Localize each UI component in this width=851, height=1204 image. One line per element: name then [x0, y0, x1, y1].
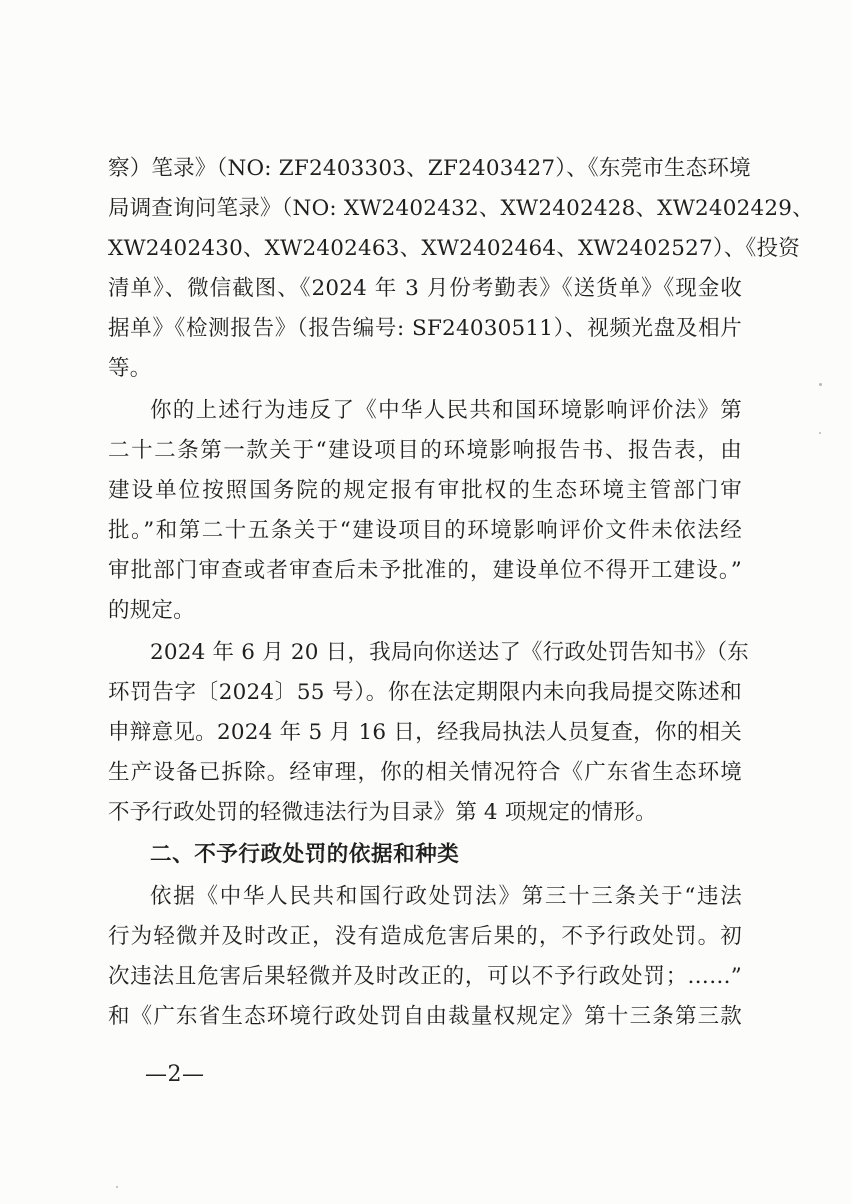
paragraph-first-line: 你的上述行为违反了《中华人民共和国环境影响评价法》第	[150, 398, 742, 423]
scan-speck	[116, 1186, 118, 1188]
body-line: 环罚告字〔2024〕55 号）。你在法定期限内未向我局提交陈述和	[108, 680, 742, 705]
page-number: —2—	[145, 1062, 205, 1087]
body-line: 次违法且危害后果轻微并及时改正的，可以不予行政处罚；……”	[108, 964, 742, 989]
body-line: XW2402430、XW2402463、XW2402464、XW2402527）、《投资	[108, 236, 800, 261]
body-line: 察）笔录》（NO: ZF2403303、ZF2403427）、《东莞市生态环境	[108, 156, 751, 181]
scan-speck	[819, 432, 821, 434]
body-line: 生产设备已拆除。经审理，你的相关情况符合《广东省生态环境	[108, 760, 742, 785]
body-line: 建设单位按照国务院的规定报有审批权的生态环境主管部门审	[108, 478, 742, 503]
paragraph-first-line: 2024 年 6 月 20 日，我局向你送达了《行政处罚告知书》（东	[150, 640, 749, 665]
paragraph-first-line: 依据《中华人民共和国行政处罚法》第三十三条关于“违法	[150, 884, 742, 909]
body-line: 申辩意见。2024 年 5 月 16 日，经我局执法人员复查，你的相关	[108, 720, 742, 745]
body-line: 二十二条第一款关于“建设项目的环境影响报告书、报告表，由	[108, 438, 742, 463]
scan-speck	[819, 383, 822, 386]
body-line: 的规定。	[108, 598, 195, 623]
body-line: 不予行政处罚的轻微违法行为目录》第 4 项规定的情形。	[108, 800, 657, 825]
body-line: 清单》、微信截图、《2024 年 3 月份考勤表》《送货单》《现金收	[108, 276, 742, 301]
body-line: 和《广东省生态环境行政处罚自由裁量权规定》第十三条第三款	[108, 1004, 742, 1029]
body-line: 据单》《检测报告》（报告编号: SF24030511）、视频光盘及相片	[108, 316, 742, 341]
body-line: 审批部门审查或者审查后未予批准的，建设单位不得开工建设。”	[108, 558, 742, 583]
body-line: 批。”和第二十五条关于“建设项目的环境影响评价文件未依法经	[108, 518, 742, 543]
body-line: 局调查询问笔录》（NO: XW2402432、XW2402428、XW2402429、	[108, 196, 814, 221]
body-line: 行为轻微并及时改正，没有造成危害后果的，不予行政处罚。初	[108, 924, 742, 949]
body-line: 等。	[108, 356, 152, 381]
section-heading: 二、不予行政处罚的依据和种类	[150, 842, 460, 867]
